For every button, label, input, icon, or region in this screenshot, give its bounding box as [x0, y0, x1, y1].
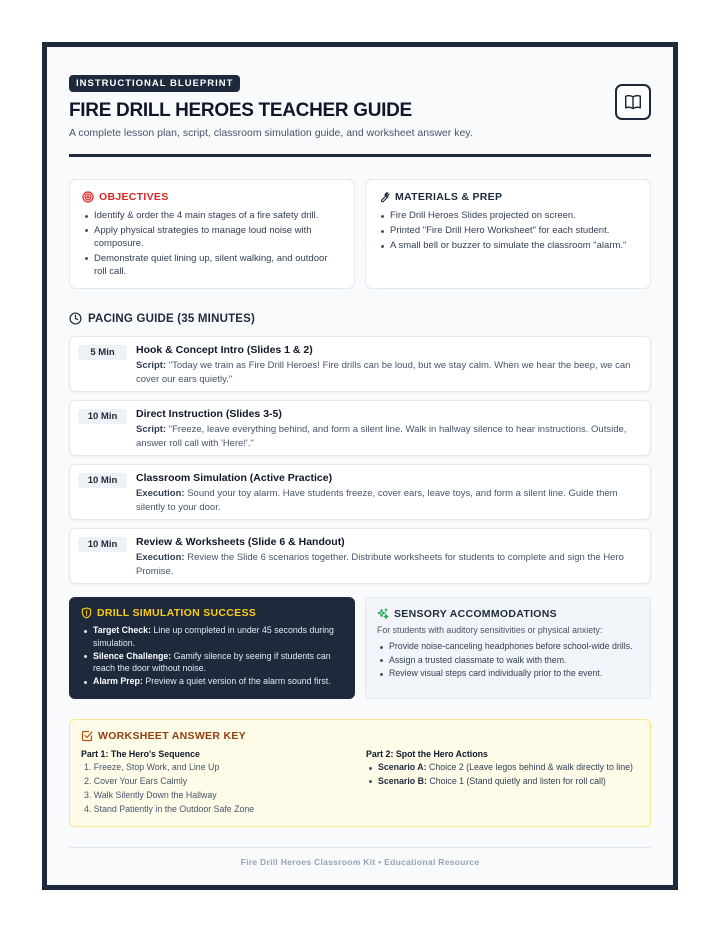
duration-badge: 5 Min: [78, 345, 127, 360]
list-item: Review visual steps card individually prior to the event.: [377, 667, 639, 681]
pacing-item-title: Hook & Concept Intro (Slides 1 & 2): [136, 344, 313, 356]
page-title: FIRE DRILL HEROES TEACHER GUIDE: [69, 100, 412, 121]
pacing-item-text: [136, 359, 640, 386]
item-label: Alarm Prep:: [93, 676, 143, 687]
objectives-title: OBJECTIVES: [99, 191, 169, 203]
pacing-item-label: Script:: [136, 360, 167, 371]
materials-heading: [378, 191, 638, 203]
item-label: Target Check:: [93, 625, 152, 635]
list-item: [81, 675, 343, 688]
book-icon: [624, 94, 642, 110]
duration-badge: 10 Min: [78, 473, 127, 488]
pacing-item: [69, 400, 651, 456]
pacing-item-label: Execution:: [136, 552, 185, 563]
pacing-item-text: [136, 423, 640, 450]
materials-list: [378, 209, 638, 253]
item-text: Choice 2 (Leave legos behind & walk directly to line): [429, 762, 633, 772]
list-item: 3. Walk Silently Down the Hallway: [84, 789, 217, 800]
header-badge: INSTRUCTIONAL BLUEPRINT: [69, 75, 240, 92]
pacing-item-body: "Today we train as Fire Drill Heroes! Fire drills can be loud, but we stay calm. When we hear the beep, we can cover our ears quietly.": [136, 360, 631, 385]
pacing-list: [69, 336, 651, 584]
list-item: Apply physical strategies to manage loud noise with composure.: [82, 224, 342, 251]
footer-divider: [69, 847, 651, 848]
objectives-heading: [82, 191, 342, 203]
checkbox-icon: [81, 730, 93, 742]
item-text: Gamify silence by seeing if students can reach the door without noise.: [93, 650, 331, 674]
list-item: [366, 775, 633, 789]
sensory-card: [365, 597, 651, 699]
pacing-item-body: Review the Slide 6 scenarios together. Distribute worksheets for students to complete and sign the Hero Promise.: [136, 552, 624, 577]
pacing-title: PACING GUIDE (35 MINUTES): [88, 312, 256, 325]
footer-text: Fire Drill Heroes Classroom Kit • Educational Resource: [240, 857, 480, 867]
part2-title: Part 2: Spot the Hero Actions: [366, 749, 488, 759]
wrench-icon: [378, 191, 390, 203]
list-item: Provide noise-canceling headphones before school-wide drills.: [377, 640, 639, 654]
item-label: Scenario B:: [378, 775, 427, 786]
list-item: 2. Cover Your Ears Calmly: [84, 775, 188, 786]
objectives-list: [82, 209, 342, 279]
list-item: A small bell or buzzer to simulate the classroom "alarm.": [378, 239, 638, 253]
clock-icon: [69, 312, 82, 325]
success-card: [69, 597, 355, 699]
item-text: Preview a quiet version of the alarm sound first.: [145, 676, 331, 687]
duration-badge: 10 Min: [78, 409, 127, 424]
book-button[interactable]: [615, 84, 651, 120]
item-label: Silence Challenge:: [93, 650, 172, 661]
list-item: [366, 761, 633, 775]
answer-key-title: WORKSHEET ANSWER KEY: [98, 730, 246, 742]
list-item: 4. Stand Patiently in the Outdoor Safe Zone: [84, 803, 255, 814]
page-subtitle: A complete lesson plan, script, classroom simulation guide, and worksheet answer key.: [69, 127, 473, 139]
answer-key-part2: [366, 749, 633, 817]
success-heading: [81, 607, 343, 619]
answer-key-part1: [81, 749, 366, 817]
pacing-item-title: Classroom Simulation (Active Practice): [136, 472, 333, 484]
part2-list: [366, 761, 633, 789]
target-icon: [82, 191, 94, 203]
list-item: Fire Drill Heroes Slides projected on screen.: [378, 209, 638, 223]
objectives-card: [69, 179, 355, 289]
sensory-intro: For students with auditory sensitivities or physical anxiety:: [377, 625, 603, 635]
list-item: Demonstrate quiet lining up, silent walking, and outdoor roll call.: [82, 252, 342, 279]
list-item: Printed "Fire Drill Hero Worksheet" for each student.: [378, 224, 638, 238]
list-item: [81, 650, 343, 676]
success-title: DRILL SIMULATION SUCCESS: [97, 607, 257, 619]
pacing-item-body: Sound your toy alarm. Have students freeze, cover ears, leave toys, and form a silent line. Guide them silently to your door.: [136, 488, 618, 513]
header: [69, 73, 651, 139]
pacing-heading: [69, 312, 651, 325]
pacing-item: [69, 464, 651, 520]
item-label: Scenario A:: [378, 762, 427, 772]
sensory-title: SENSORY ACCOMMODATIONS: [394, 608, 557, 620]
pacing-item-title: Direct Instruction (Slides 3-5): [136, 408, 282, 420]
header-divider: [69, 154, 651, 157]
list-item: Identify & order the 4 main stages of a fire safety drill.: [82, 209, 342, 223]
sensory-list: [377, 640, 639, 681]
list-item: 1. Freeze, Stop Work, and Line Up: [84, 762, 220, 772]
pacing-item-text: [136, 551, 640, 578]
answer-key-card: [69, 719, 651, 827]
success-list: [81, 624, 343, 688]
shield-icon: [81, 607, 92, 619]
materials-card: [365, 179, 651, 289]
list-item: Assign a trusted classmate to walk with them.: [377, 654, 639, 668]
part1-title: Part 1: The Hero's Sequence: [81, 749, 200, 759]
pacing-item-text: [136, 487, 640, 514]
pacing-item-label: Execution:: [136, 488, 185, 499]
pacing-item-title: Review & Worksheets (Slide 6 & Handout): [136, 536, 345, 548]
sparkle-icon: [377, 608, 389, 620]
list-item: [81, 624, 343, 650]
item-text: Line up completed in under 45 seconds during simulation.: [93, 625, 334, 648]
answer-key-heading: [81, 730, 639, 742]
sensory-heading: [377, 608, 639, 620]
duration-badge: 10 Min: [78, 537, 127, 552]
materials-title: MATERIALS & PREP: [395, 191, 503, 203]
pacing-item: [69, 528, 651, 584]
item-text: Choice 1 (Stand quietly and listen for roll call): [429, 775, 606, 786]
page-content: [69, 73, 651, 827]
page-frame: [42, 42, 678, 890]
pacing-item: [69, 336, 651, 392]
part1-list: [81, 761, 366, 817]
pacing-item-body: "Freeze, leave everything behind, and form a silent line. Walk in hallway silence to hear instructions. Outside, answer roll call with 'Here!'.": [136, 424, 627, 449]
pacing-item-label: Script:: [136, 424, 167, 435]
